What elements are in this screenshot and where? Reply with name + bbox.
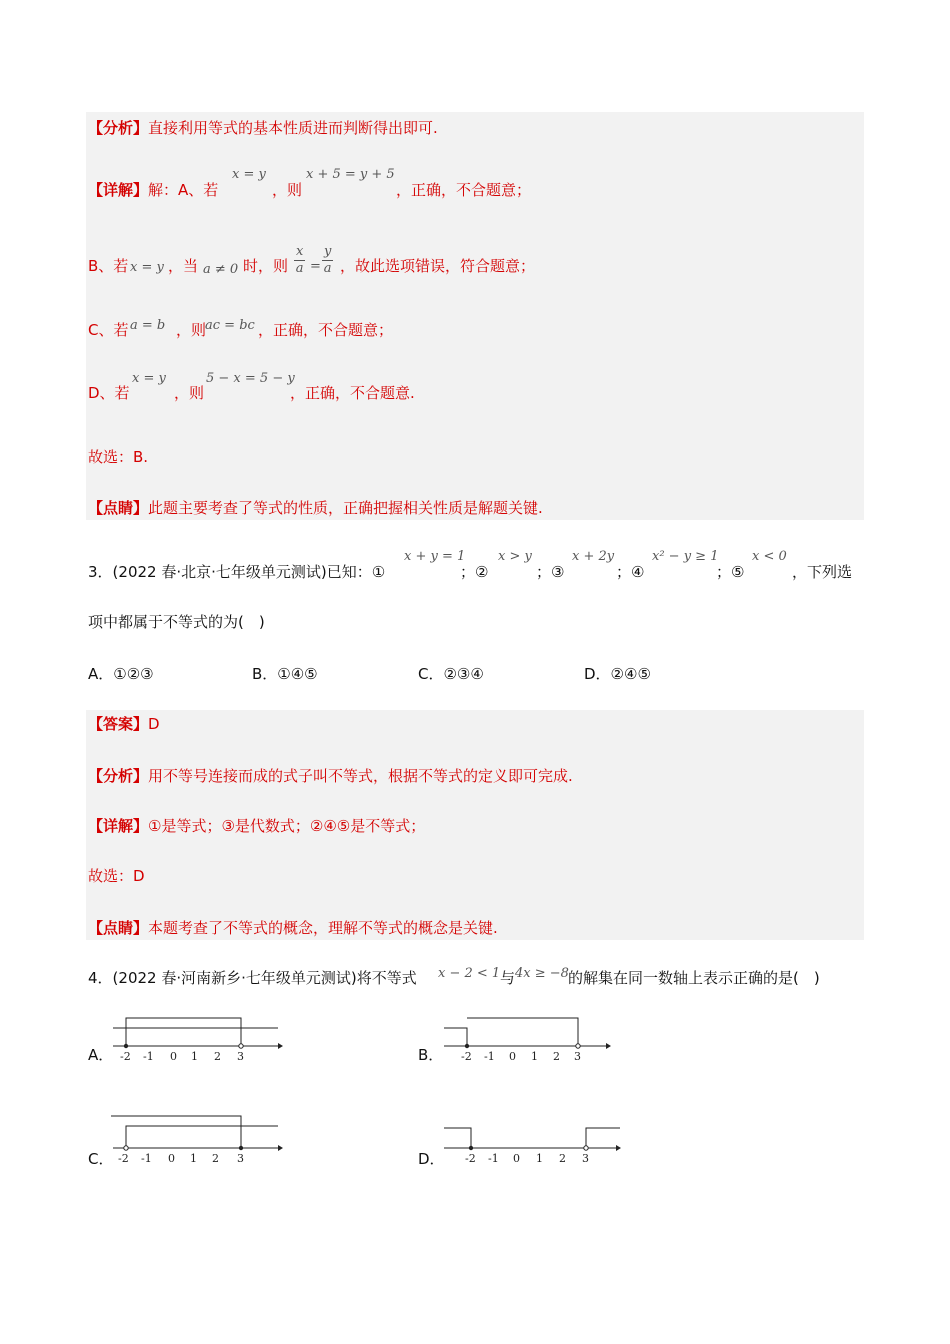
- option-c: C．: [88, 1150, 114, 1168]
- svg-text:0: 0: [170, 1050, 177, 1063]
- q2-choice: 故选：B.: [88, 448, 149, 466]
- q3-stem-line2: 项中都属于不等式的为( ): [88, 613, 265, 631]
- svg-text:-2: -2: [465, 1152, 476, 1165]
- math-expression: ac = bc: [205, 318, 255, 333]
- number-line-b: [442, 1010, 612, 1066]
- svg-text:-1: -1: [141, 1152, 152, 1165]
- option-b: B．①④⑤: [252, 665, 318, 683]
- fraction: $\frac{x}{a}$: [295, 244, 304, 276]
- q2-analysis: 【分析】直接利用等式的基本性质进而判断得出即可.: [88, 119, 438, 137]
- q4-stem: 4．(2022 春·河南新乡·七年级单元测试)将不等式: [88, 969, 417, 987]
- svg-text:2: 2: [553, 1050, 560, 1063]
- svg-text:0: 0: [509, 1050, 516, 1063]
- svg-text:2: 2: [214, 1050, 221, 1063]
- math-expression: a = b: [130, 318, 166, 333]
- math-expression: x > y: [498, 549, 532, 564]
- math-expression: x < 0: [752, 549, 787, 564]
- math-expression: x − 2 < 1: [438, 966, 501, 981]
- math-expression: x = y: [232, 167, 266, 182]
- math-expression: 4x ≥ −8: [515, 966, 569, 981]
- math-expression: x + 2y: [572, 549, 615, 564]
- svg-text:3: 3: [574, 1050, 581, 1063]
- option-c: C．②③④: [418, 665, 484, 683]
- math-expression: x + y = 1: [404, 549, 466, 564]
- svg-text:-1: -1: [488, 1152, 499, 1165]
- svg-text:0: 0: [168, 1152, 175, 1165]
- svg-text:0: 0: [513, 1152, 520, 1165]
- number-line-a: [108, 1010, 283, 1066]
- svg-text:3: 3: [582, 1152, 589, 1165]
- q2-solution-box: [86, 112, 864, 520]
- q3-stem: 3．(2022 春·北京·七年级单元测试)已知：①: [88, 563, 386, 581]
- math-expression: x = y: [130, 260, 164, 275]
- svg-text:2: 2: [559, 1152, 566, 1165]
- q3-answer: 【答案】D: [88, 715, 160, 733]
- option-b: B．: [418, 1046, 444, 1064]
- math-expression: a ≠ 0: [203, 262, 239, 277]
- svg-text:1: 1: [190, 1152, 197, 1165]
- svg-text:-2: -2: [120, 1050, 131, 1063]
- number-line-c: [108, 1110, 283, 1168]
- q2-comment: 【点睛】此题主要考查了等式的性质，正确把握相关性质是解题关键.: [88, 499, 543, 517]
- q3-analysis: 【分析】用不等号连接而成的式子叫不等式，根据不等式的定义即可完成.: [88, 767, 573, 785]
- svg-text:1: 1: [191, 1050, 198, 1063]
- q2-detail-a: 【详解】解：A、若: [88, 181, 219, 199]
- math-expression: x = y: [132, 371, 166, 386]
- svg-text:-1: -1: [143, 1050, 154, 1063]
- option-d: D．: [418, 1150, 445, 1168]
- math-expression: x² − y ≥ 1: [652, 549, 719, 564]
- option-d: D．②④⑤: [584, 665, 651, 683]
- option-a: A．①②③: [88, 665, 154, 683]
- svg-text:-1: -1: [484, 1050, 495, 1063]
- number-line-d: [442, 1116, 622, 1168]
- svg-text:-2: -2: [118, 1152, 129, 1165]
- q3-detail: 【详解】①是等式；③是代数式；②④⑤是不等式；: [88, 817, 426, 835]
- fraction: $\frac{y}{a}$: [323, 244, 332, 276]
- svg-text:3: 3: [237, 1152, 244, 1165]
- svg-text:1: 1: [536, 1152, 543, 1165]
- svg-text:3: 3: [237, 1050, 244, 1063]
- svg-text:2: 2: [212, 1152, 219, 1165]
- math-expression: 5 − x = 5 − y: [206, 371, 295, 386]
- q3-comment: 【点睛】本题考查了不等式的概念，理解不等式的概念是关键.: [88, 919, 498, 937]
- analysis-tag: 【分析】: [88, 119, 149, 137]
- q3-choice: 故选：D: [88, 867, 145, 885]
- math-expression: x + 5 = y + 5: [306, 167, 395, 182]
- option-a: A．: [88, 1046, 114, 1064]
- svg-text:1: 1: [531, 1050, 538, 1063]
- svg-text:-2: -2: [461, 1050, 472, 1063]
